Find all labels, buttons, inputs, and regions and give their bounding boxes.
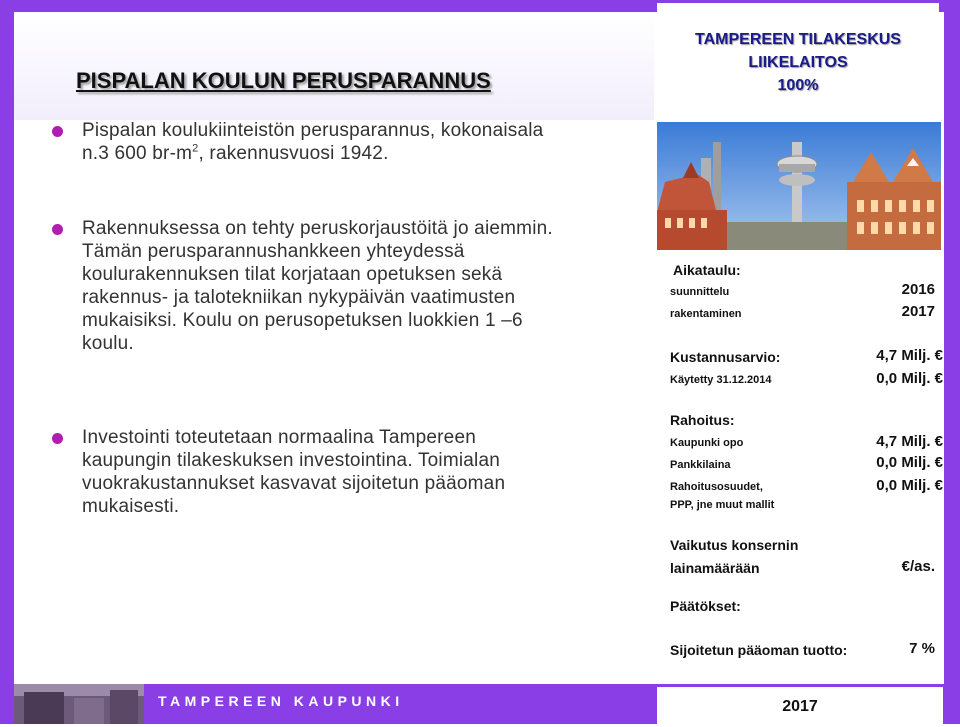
construction-value: 2017 [901, 303, 935, 320]
bullet-3-line-3: vuokrakustannukset kasvavat sijoitetun pääoman [82, 473, 506, 494]
logo-line-1: TAMPEREEN TILAKESKUS [695, 31, 901, 48]
bank-loan-value: 0,0 Milj. € [876, 454, 943, 471]
bullet-2-line-6: koulu. [82, 333, 134, 354]
bullet-1-marker [52, 126, 63, 137]
bullet-1-line-2-post: , rakennusvuosi 1942. [198, 143, 389, 164]
impact-value: €/as. [901, 558, 935, 575]
bullet-2-marker [52, 224, 63, 235]
construction-label: rakentaminen [670, 308, 742, 320]
return-value: 7 % [909, 640, 935, 657]
funding-shares-label-1: Rahoitusosuudet, [670, 481, 763, 493]
building-photo [657, 122, 941, 250]
cost-estimate-value: 4,7 Milj. € [876, 347, 943, 364]
logo-line-2: LIIKELAITOS [748, 54, 848, 71]
bullet-3-line-1: Investointi toteutetaan normaalina Tampereen [82, 427, 476, 448]
footer-city-name: TAMPEREEN KAUPUNKI [158, 693, 404, 709]
logo-box [657, 3, 939, 122]
cost-estimate-label: Kustannusarvio: [670, 349, 781, 365]
logo-line-3: 100% [777, 77, 819, 94]
right-accent-band [944, 0, 960, 724]
footer-photo-illustration [14, 684, 144, 724]
used-label: Käytetty 31.12.2014 [670, 374, 772, 386]
decisions-label: Päätökset: [670, 598, 741, 614]
bullet-1-superscript: 2 [192, 142, 199, 155]
used-value: 0,0 Milj. € [876, 370, 943, 387]
impact-label-1: Vaikutus konsernin [670, 537, 799, 553]
city-funding-label: Kaupunki opo [670, 437, 744, 449]
return-label: Sijoitetun pääoman tuotto: [670, 642, 848, 658]
impact-label-2: lainamäärään [670, 560, 760, 576]
left-accent-band [0, 0, 14, 724]
city-funding-value: 4,7 Milj. € [876, 433, 943, 450]
schedule-heading: Aikataulu: [673, 262, 741, 278]
bullet-3-marker [52, 433, 63, 444]
bullet-3-line-4: mukaisesti. [82, 496, 180, 517]
bullet-1-text [82, 119, 543, 165]
funding-shares-value: 0,0 Milj. € [876, 477, 943, 494]
bullet-1-line-1: Pispalan koulukiinteistön perusparannus, kokonaisala [82, 120, 544, 141]
project-info-panel [657, 250, 943, 670]
title-box [14, 12, 654, 120]
bank-loan-label: Pankkilaina [670, 459, 731, 471]
footer-year: 2017 [657, 687, 943, 724]
planning-value: 2016 [901, 281, 935, 298]
building-photo-illustration [657, 122, 941, 250]
bullet-2-line-1: Rakennuksessa on tehty peruskorjaustöitä jo aiemmin. [82, 218, 553, 239]
footer-photo [14, 684, 144, 724]
bullet-2-line-4: rakennus- ja talotekniikan nykypäivän vaatimusten [82, 287, 516, 308]
bullet-1-line-2-pre: n.3 600 br-m [82, 143, 193, 164]
bullet-2-line-3: koulurakennuksen tilat korjataan opetuksen sekä [82, 264, 503, 285]
bullet-2-text [82, 217, 553, 355]
planning-label: suunnittelu [670, 286, 730, 298]
funding-shares-label-2: PPP, jne muut mallit [670, 499, 775, 511]
bullet-3-line-2: kaupungin tilakeskuksen investointina. Toimialan [82, 450, 500, 471]
bullet-3-text [82, 426, 505, 518]
bullet-2-line-2: Tämän perusparannushankkeen yhteydessä [82, 241, 465, 262]
bullet-2-line-5: mukaisiksi. Koulu on perusopetuksen luokkien 1 –6 [82, 310, 523, 331]
funding-heading: Rahoitus: [670, 412, 735, 428]
page-title: PISPALAN KOULUN PERUSPARANNUS [76, 68, 491, 93]
